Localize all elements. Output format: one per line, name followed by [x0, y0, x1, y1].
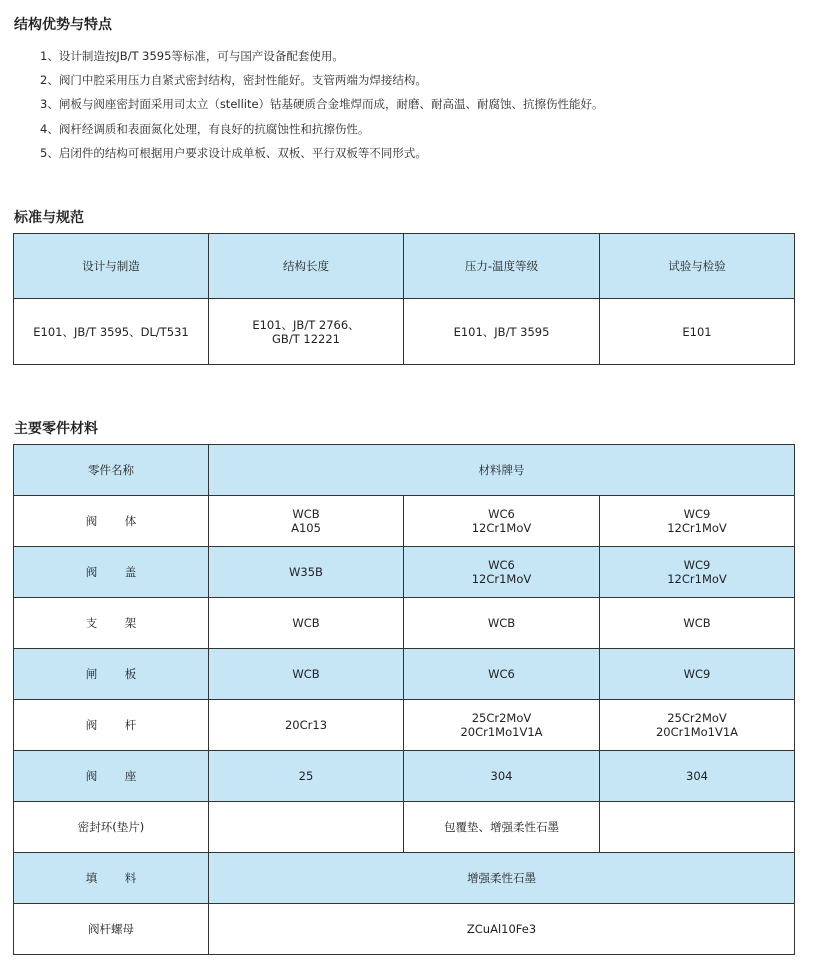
- cell-length-line1: E101、JB/T 2766、: [252, 317, 360, 332]
- material-line: 20Cr1Mo1V1A: [460, 725, 543, 739]
- material-cell: [600, 496, 795, 547]
- material-cell: WC6: [404, 649, 600, 700]
- material-cell: W35B: [209, 547, 404, 598]
- part-name: 阀杆: [14, 700, 209, 751]
- material-line: 12Cr1MoV: [667, 572, 727, 586]
- cell-length-line2: GB/T 12221: [272, 331, 340, 346]
- table-row: [14, 904, 795, 955]
- table-row: [14, 299, 795, 365]
- part-name: 阀杆螺母: [14, 904, 209, 955]
- table-row: [14, 751, 795, 802]
- material-line: 12Cr1MoV: [667, 521, 727, 535]
- part-name: 密封环(垫片): [14, 802, 209, 853]
- materials-table: [13, 444, 795, 955]
- material-cell: [209, 802, 404, 853]
- material-line: A105: [291, 521, 321, 535]
- table-header-row: [14, 234, 795, 299]
- part-name: 闸板: [14, 649, 209, 700]
- table-row: [14, 496, 795, 547]
- material-cell: [600, 700, 795, 751]
- header-test: 试验与检验: [600, 234, 795, 299]
- table-row: [14, 598, 795, 649]
- material-line: 12Cr1MoV: [471, 521, 532, 535]
- material-line: WC9: [683, 507, 711, 521]
- part-name: 阀体: [14, 496, 209, 547]
- list-item: 5、启闭件的结构可根据用户要求设计成单板、双板、平行双板等不同形式。: [40, 145, 427, 160]
- list-item: 2、阀门中腔采用压力自紧式密封结构，密封性能好。支管两端为焊接结构。: [40, 73, 427, 88]
- header-pressure: 压力-温度等级: [404, 234, 600, 299]
- material-cell: 25: [209, 751, 404, 802]
- material-cell: [600, 802, 795, 853]
- header-design: 设计与制造: [14, 234, 209, 299]
- material-cell: [209, 496, 404, 547]
- header-part-name: 零件名称: [14, 445, 209, 496]
- material-cell: 增强柔性石墨: [209, 853, 795, 904]
- material-cell: [404, 700, 600, 751]
- material-cell: WCB: [600, 598, 795, 649]
- table-header-row: [14, 445, 795, 496]
- table-row: [14, 802, 795, 853]
- part-name: 阀座: [14, 751, 209, 802]
- material-cell: 20Cr13: [209, 700, 404, 751]
- material-line: 20Cr1Mo1V1A: [655, 725, 739, 739]
- material-line: 25Cr2MoV: [471, 711, 532, 725]
- part-name: 阀盖: [14, 547, 209, 598]
- cell-length: [209, 299, 404, 365]
- material-line: WC6: [488, 558, 515, 572]
- material-cell: WCB: [209, 598, 404, 649]
- features-list: [40, 44, 604, 165]
- material-cell: 304: [600, 751, 795, 802]
- list-item: 3、闸板与阀座密封面采用司太立（stellite）钴基硬质合金堆焊而成，耐磨、耐高温、耐腐蚀、抗擦伤性能好。: [40, 97, 604, 112]
- material-line: WC6: [488, 507, 515, 521]
- features-heading: 结构优势与特点: [14, 17, 112, 33]
- cell-test: E101: [600, 299, 795, 365]
- material-cell: WCB: [404, 598, 600, 649]
- material-cell: ZCuAl10Fe3: [209, 904, 795, 955]
- standards-table: [13, 233, 795, 365]
- cell-pressure: E101、JB/T 3595: [404, 299, 600, 365]
- material-line: WC9: [683, 558, 711, 572]
- table-row: [14, 700, 795, 751]
- list-item: 1、设计制造按JB/T 3595等标准，可与国产设备配套使用。: [40, 49, 344, 63]
- header-material: 材料牌号: [209, 445, 795, 496]
- table-row: [14, 649, 795, 700]
- header-length: 结构长度: [209, 234, 404, 299]
- part-name: 支架: [14, 598, 209, 649]
- part-name: 填料: [14, 853, 209, 904]
- table-row: [14, 853, 795, 904]
- material-cell: WC9: [600, 649, 795, 700]
- materials-heading: 主要零件材料: [14, 421, 98, 437]
- material-cell: [404, 547, 600, 598]
- table-row: [14, 547, 795, 598]
- material-cell: WCB: [209, 649, 404, 700]
- material-cell: [404, 496, 600, 547]
- material-line: 12Cr1MoV: [471, 572, 532, 586]
- material-line: 25Cr2MoV: [667, 711, 727, 725]
- material-line: WCB: [292, 507, 320, 521]
- list-item: 4、阀杆经调质和表面氮化处理，有良好的抗腐蚀性和抗擦伤性。: [40, 121, 370, 136]
- standards-heading: 标准与规范: [14, 210, 84, 226]
- material-cell: 包覆垫、增强柔性石墨: [404, 802, 600, 853]
- material-cell: 304: [404, 751, 600, 802]
- cell-design: E101、JB/T 3595、DL/T531: [14, 299, 209, 365]
- material-cell: [600, 547, 795, 598]
